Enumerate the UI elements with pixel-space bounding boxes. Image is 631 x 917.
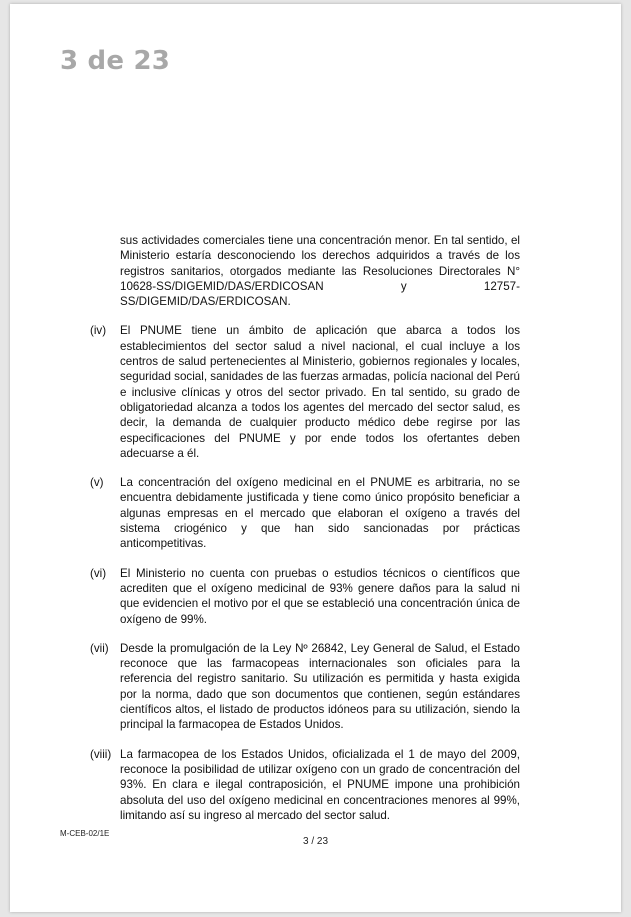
item-text: El PNUME tiene un ámbito de aplicación que abarca a todos los establecimientos del sector salud a nivel nacional, el cual incluye a los centros de salud pertenecientes al Ministerio, gobiernos regionales y locales, seguridad social, sanidades de las fuerzas armadas, policía nacional del Perú e inclusive clínicas y otros del sector privado. En tal sentido, su grado de obligatoriedad alcanza a todos los agentes del mercado del sector salud, es decir, la demanda de cualquier producto médico debe regirse por las especificaciones del PNUME y por ende todos los ofertantes deben adecuarse a él. xyxy=(120,324,520,460)
item-text: El Ministerio no cuenta con pruebas o estudios técnicos o científicos que acrediten que el oxígeno medicinal de 93% genere daños para la salud ni que evidencien el motivo por el que se estableció una concentración única de oxígeno de 99%. xyxy=(120,566,520,626)
item-text: La concentración del oxígeno medicinal en el PNUME es arbitraria, no se encuentra debidamente justificada y tiene como único propósito beneficiar a algunas empresas en el mercado que elaboran el oxígeno a través del sistema criogénico y que han sido sancionadas por prácticas anticompetitivas. xyxy=(120,476,520,551)
intro-paragraph xyxy=(120,233,520,309)
item-numeral: (vii) xyxy=(90,641,109,655)
item-numeral: (viii) xyxy=(90,747,112,761)
document-page xyxy=(10,4,621,912)
paragraph-text: sus actividades comerciales tiene una concentración menor. En tal sentido, el Ministerio estaría desconociendo los derechos adquiridos a través de los registros sanitarios, otorgados mediante las Resoluciones Directorales N° 10628-SS/DIGEMID/DAS/ERDICOSAN y 12757-SS/DIGEMID/DAS/ERDICOSAN. xyxy=(120,234,520,309)
item-text: Desde la promulgación de la Ley Nº 26842, Ley General de Salud, el Estado reconoce que las farmacopeas internacionales son oficiales para la referencia del registro sanitario. Su utilización es permitida y hasta exigida por la norma, dado que son documentos que contienen, según estándares científicos altos, el listado de productos idóneos para su utilización, siendo la principal la farmacopea de Estados Unidos. xyxy=(120,641,520,732)
list-item-vii xyxy=(90,641,520,733)
item-numeral: (vi) xyxy=(90,566,107,580)
document-body xyxy=(10,233,621,837)
page-counter: 3 de 23 xyxy=(60,46,171,76)
list-item-iv xyxy=(90,323,520,461)
footer-page-number: 3 / 23 xyxy=(302,836,329,847)
item-numeral: (iv) xyxy=(90,324,107,338)
list-item-v xyxy=(90,475,520,551)
list-item-viii xyxy=(90,747,520,823)
list-item-vi xyxy=(90,566,520,627)
item-text: La farmacopea de los Estados Unidos, oficializada el 1 de mayo del 2009, reconoce la posibilidad de utilizar oxígeno con un grado de concentración del 93%. En clara e ilegal contraposición, el PNUME impone una prohibición absoluta del uso del oxígeno medicinal en concentraciones menores al 99%, limitando así su ingreso al mercado del sector salud. xyxy=(120,747,520,822)
document-code: M-CEB-02/1E xyxy=(60,829,110,838)
item-numeral: (v) xyxy=(90,476,104,490)
